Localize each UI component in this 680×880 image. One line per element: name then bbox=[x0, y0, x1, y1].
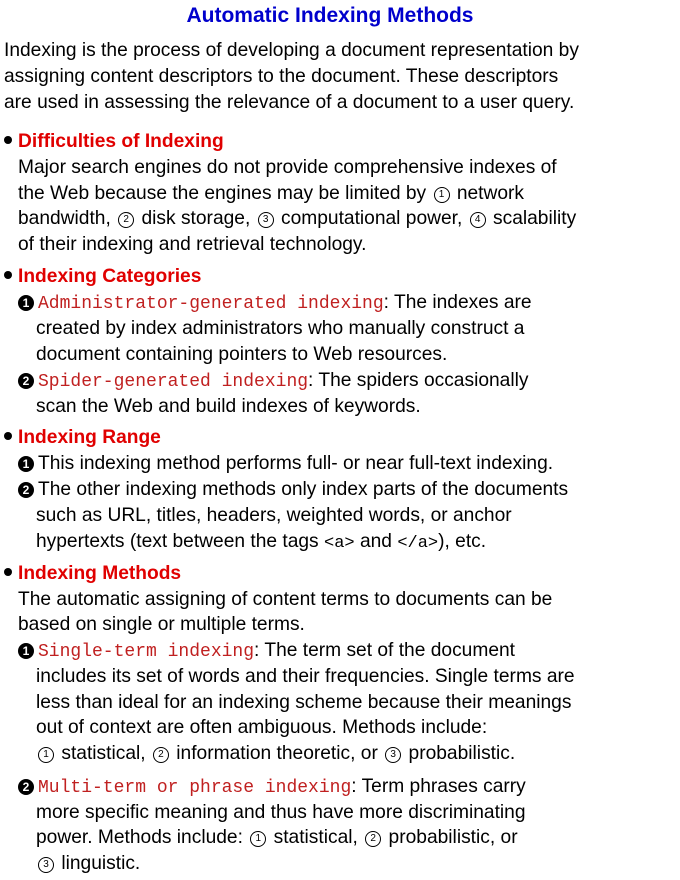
text: : The indexes are bbox=[383, 292, 532, 313]
text: scalability bbox=[493, 208, 577, 229]
range-item-1 bbox=[18, 451, 553, 477]
text: : Term phrases carry bbox=[351, 776, 526, 797]
intro-line-1: Indexing is the process of developing a document representation by bbox=[4, 40, 579, 61]
range-heading bbox=[4, 425, 161, 451]
categories-heading-text: Indexing Categories bbox=[18, 266, 202, 287]
categories-item-1 bbox=[18, 290, 532, 317]
methods-line-1: The automatic assigning of content terms to documents can be bbox=[18, 589, 553, 610]
circled-three-icon: 3 bbox=[38, 857, 54, 873]
circled-one-icon: 1 bbox=[434, 187, 450, 203]
term: Spider-generated indexing bbox=[38, 372, 309, 392]
text: : The spiders occasionally bbox=[308, 370, 529, 391]
text: power. Methods include: bbox=[36, 827, 243, 848]
text: : The term set of the document bbox=[254, 640, 515, 661]
categories-item-2 bbox=[18, 368, 528, 395]
methods-item-2 bbox=[18, 774, 526, 801]
methods-item-2-line-3 bbox=[36, 825, 518, 851]
number-two-icon: 2 bbox=[18, 373, 34, 389]
bullet-icon bbox=[4, 136, 12, 144]
difficulties-heading-text: Difficulties of Indexing bbox=[18, 131, 224, 152]
circled-two-icon: 2 bbox=[365, 831, 381, 847]
categories-heading bbox=[4, 264, 201, 290]
methods-item-1-line-5 bbox=[36, 741, 515, 767]
term: Administrator-generated indexing bbox=[38, 294, 384, 314]
intro-line-2: assigning content descriptors to the document. These descriptors bbox=[4, 66, 559, 87]
text: computational power, bbox=[280, 208, 463, 229]
tag-close: </a> bbox=[397, 534, 439, 553]
text: probabilistic, or bbox=[388, 827, 518, 848]
text: statistical, bbox=[61, 743, 146, 764]
text: statistical, bbox=[273, 827, 358, 848]
methods-line-2: based on single or multiple terms. bbox=[18, 614, 305, 635]
circled-four-icon: 4 bbox=[470, 212, 486, 228]
number-one-icon: 1 bbox=[18, 295, 34, 311]
number-one-icon: 1 bbox=[18, 643, 34, 659]
bullet-icon bbox=[4, 432, 12, 440]
text: and bbox=[359, 531, 392, 552]
text: the Web because the engines may be limited by bbox=[18, 183, 427, 204]
methods-item-1 bbox=[18, 638, 515, 665]
text: disk storage, bbox=[141, 208, 251, 229]
text: ), etc. bbox=[438, 531, 487, 552]
methods-item-1-line-2: includes its set of words and their frequencies. Single terms are bbox=[36, 666, 575, 687]
range-item-2 bbox=[18, 477, 568, 503]
categories-item-2-line-2: scan the Web and build indexes of keywords. bbox=[36, 396, 421, 417]
bullet-icon bbox=[4, 271, 12, 279]
categories-item-1-line-2: created by index administrators who manually construct a bbox=[36, 318, 525, 339]
circled-one-icon: 1 bbox=[38, 747, 54, 763]
intro-line-3: are used in assessing the relevance of a document to a user query. bbox=[4, 92, 575, 113]
text: hypertexts (text between the tags bbox=[36, 531, 319, 552]
methods-item-1-line-4: out of context are often ambiguous. Methods include: bbox=[36, 717, 488, 738]
tag-open: <a> bbox=[324, 534, 355, 553]
difficulties-line-3 bbox=[18, 206, 576, 232]
circled-one-icon: 1 bbox=[250, 831, 266, 847]
bullet-icon bbox=[4, 568, 12, 576]
range-heading-text: Indexing Range bbox=[18, 427, 161, 448]
term: Multi-term or phrase indexing bbox=[38, 778, 352, 798]
methods-heading bbox=[4, 561, 181, 587]
difficulties-line-4: of their indexing and retrieval technology. bbox=[18, 234, 367, 255]
term: Single-term indexing bbox=[38, 642, 255, 662]
text: linguistic. bbox=[61, 853, 141, 874]
categories-item-1-line-3: document containing pointers to Web resources. bbox=[36, 344, 448, 365]
text: probabilistic. bbox=[408, 743, 516, 764]
methods-item-2-line-2: more specific meaning and thus have more discriminating bbox=[36, 802, 526, 823]
text: network bbox=[456, 183, 525, 204]
methods-item-1-line-3: less than ideal for an indexing scheme because their meanings bbox=[36, 692, 572, 713]
number-one-icon: 1 bbox=[18, 456, 34, 472]
text: This indexing method performs full- or near full-text indexing. bbox=[38, 453, 554, 474]
methods-item-2-line-4 bbox=[36, 851, 140, 877]
methods-heading-text: Indexing Methods bbox=[18, 563, 182, 584]
range-item-2-line-3 bbox=[36, 529, 486, 557]
circled-three-icon: 3 bbox=[385, 747, 401, 763]
circled-two-icon: 2 bbox=[118, 212, 134, 228]
page-title: Automatic Indexing Methods bbox=[186, 4, 474, 27]
difficulties-line-1: Major search engines do not provide comprehensive indexes of bbox=[18, 157, 557, 178]
number-two-icon: 2 bbox=[18, 482, 34, 498]
text: The other indexing methods only index parts of the documents bbox=[38, 479, 569, 500]
circled-three-icon: 3 bbox=[258, 212, 274, 228]
number-two-icon: 2 bbox=[18, 779, 34, 795]
text: bandwidth, bbox=[18, 208, 111, 229]
text: information theoretic, or bbox=[176, 743, 378, 764]
difficulties-heading bbox=[4, 129, 224, 155]
difficulties-line-2 bbox=[18, 181, 524, 207]
range-item-2-line-2: such as URL, titles, headers, weighted words, or anchor bbox=[36, 505, 512, 526]
circled-two-icon: 2 bbox=[153, 747, 169, 763]
